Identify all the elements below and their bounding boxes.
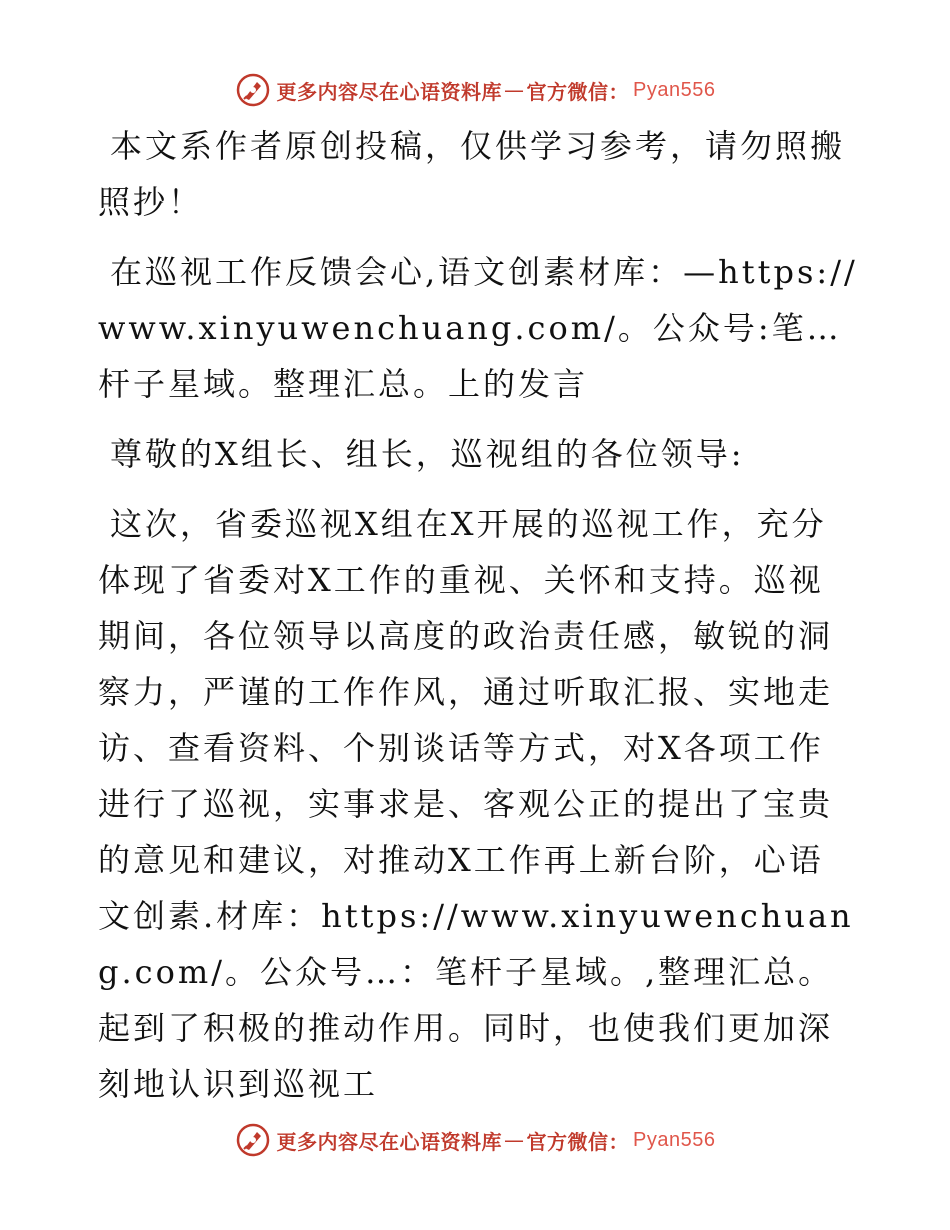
quill-circle-icon (235, 1122, 271, 1158)
banner-dash: — (504, 1128, 525, 1152)
banner-brand: 更多内容尽在心语资料库 (276, 79, 503, 104)
banner-brand: 更多内容尽在心语资料库 (276, 1129, 503, 1154)
banner-official-label: 官方微信： (526, 79, 630, 104)
salutation-paragraph: 尊敬的X组长、组长，巡视组的各位领导: (110, 435, 745, 473)
quill-circle-icon (235, 72, 271, 108)
banner-wechat-id: Pyan556 (633, 78, 716, 101)
title-paragraph: 在巡视工作反馈会心,语文创素材库：—https://www.xinyuwenchuang.com/。公众号:笔…杆子星域。整理汇总。上的发言 (98, 253, 858, 403)
document-body (98, 118, 858, 1112)
disclaimer-paragraph: 本文系作者原创投稿，仅供学习参考，请勿照搬照抄！ (98, 127, 846, 221)
banner-wechat-id: Pyan556 (633, 1128, 716, 1151)
body-paragraph: 这次，省委巡视X组在X开展的巡视工作，充分体现了省委对X工作的重视、关怀和支持。巡视期间，各位领导以高度的政治责任感，敏锐的洞察力，严谨的工作作风，通过听取汇报、实地走访、查看资料、个别谈话等方式，对X各项工作进行了巡视，实事求是、客观公正的提出了宝贵的意见和建议，对推动X工作再上新台阶，心语文创素.材库：https://www.xinyuwenchuang.com/。公众号…：笔杆子星域。,整理汇总。起到了积极的推动作用。同时，也使我们更加深刻地认识到巡视工 (98, 505, 854, 1103)
banner-official-label: 官方微信： (526, 1129, 630, 1154)
header-banner (0, 68, 950, 112)
footer-banner (0, 1118, 950, 1162)
banner-dash: — (504, 78, 525, 102)
